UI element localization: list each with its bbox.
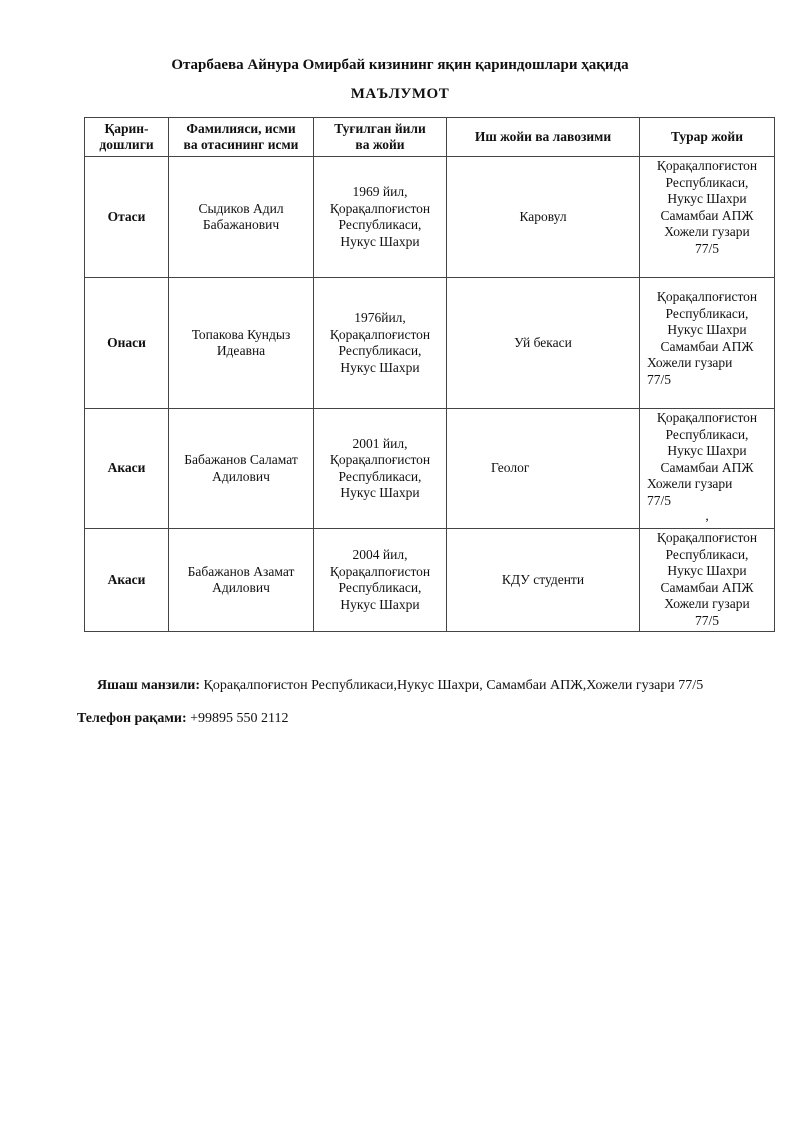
name-cell: Сыдиков Адил Бабажанович: [169, 157, 314, 278]
birth-cell: 1969 йил, Қорақалпоғистон Республикаси, Нукус Шахри: [314, 157, 447, 278]
birth-cell: 2001 йил, Қорақалпоғистон Республикаси, Нукус Шахри: [314, 409, 447, 529]
column-header-relation: Қарин- дошлиги: [85, 118, 169, 157]
job-cell: Каровул: [447, 157, 640, 278]
table-row: [85, 409, 775, 529]
name-cell: Бабажанов Азамат Адилович: [169, 529, 314, 632]
phone-number: [77, 711, 289, 727]
document-title: Отарбаева Айнура Омирбай кизининг яқин қариндошлари ҳақида: [171, 57, 629, 73]
column-header-job: Иш жойи ва лавозими: [447, 118, 640, 157]
address-cell: Қорақалпоғистон Республикаси, Нукус Шахри Самамбаи АПЖ Хожели гузари 77/5: [640, 157, 775, 278]
phone-value: +99895 550 2112: [186, 711, 289, 726]
job-cell: Геолог: [447, 409, 640, 529]
home-address-value: Қорақалпоғистон Республикаси,Нукус Шахри, Самамбаи АПЖ,Хожели гузари 77/5: [200, 678, 704, 693]
phone-label: Телефон рақами:: [77, 711, 187, 726]
relation-cell: Отаси: [85, 157, 169, 278]
address-cell: Қорақалпоғистон Республикаси, Нукус Шахри Самамбаи АПЖ Хожели гузари 77/5: [640, 529, 775, 632]
relation-cell: Акаси: [85, 409, 169, 529]
table-row: [85, 278, 775, 409]
column-header-birth: Туғилган йили ва жойи: [314, 118, 447, 157]
address-cell: Қорақалпоғистон Республикаси, Нукус Шахри Самамбаи АПЖ Хожели гузари 77/5: [640, 278, 775, 409]
name-cell: Топакова Кундыз Идеавна: [169, 278, 314, 409]
relation-cell: Акаси: [85, 529, 169, 632]
table-header-row: [85, 118, 775, 157]
address-cell: Қорақалпоғистон Республикаси, Нукус Шахри Самамбаи АПЖ Хожели гузари 77/5 ,: [640, 409, 775, 529]
birth-cell: 1976йил, Қорақалпоғистон Республикаси, Нукус Шахри: [314, 278, 447, 409]
column-header-name: Фамилияси, исми ва отасининг исми: [169, 118, 314, 157]
birth-cell: 2004 йил, Қорақалпоғистон Республикаси, Нукус Шахри: [314, 529, 447, 632]
job-cell: Уй бекаси: [447, 278, 640, 409]
relation-cell: Онаси: [85, 278, 169, 409]
relatives-table: [84, 117, 775, 632]
table-row: [85, 157, 775, 278]
name-cell: Бабажанов Саламат Адилович: [169, 409, 314, 529]
home-address: [97, 678, 703, 694]
home-address-label: Яшаш манзили:: [97, 678, 201, 693]
document-subtitle: МАЪЛУМОТ: [350, 86, 450, 102]
table-row: [85, 529, 775, 632]
column-header-address: Турар жойи: [640, 118, 775, 157]
job-cell: КДУ студенти: [447, 529, 640, 632]
